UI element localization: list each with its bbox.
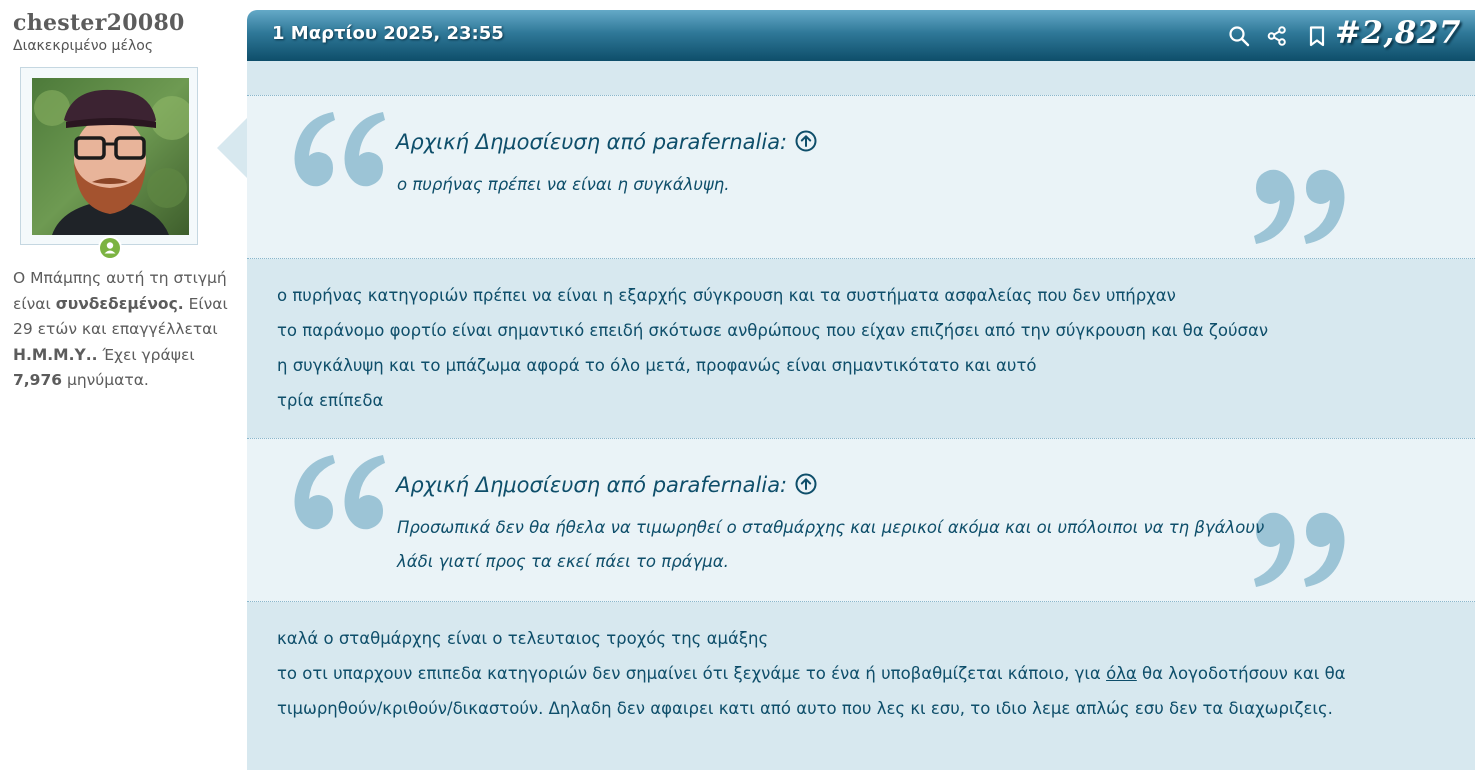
user-info [13, 266, 228, 394]
quote-author-label: Αρχική Δημοσίευση από parafernalia: [396, 130, 788, 154]
post-body [247, 61, 1475, 770]
open-quote-icon [287, 447, 387, 537]
go-to-post-icon[interactable] [795, 473, 817, 495]
reply-segment: θα λογοδοτήσουν και θα [1136, 664, 1346, 683]
quote-text [397, 168, 1317, 202]
reply-line [277, 656, 1447, 691]
reply-text [277, 621, 1447, 726]
reply-line: τιμωρηθούν/κριθούν/δικαστούν. Δηλαδη δεν αφαιρει κατι από αυτο που λες κι εσυ, το ιδιο λεμε απλώς εσυ δεν τα διαχωριζεις. [277, 699, 1333, 718]
close-quote-icon [1252, 162, 1352, 252]
info-posts-suffix: μηνύματα. [66, 371, 149, 389]
reply-text [277, 278, 1447, 418]
post [247, 10, 1475, 770]
reply-line: το παράνομο φορτίο είναι σημαντικό επειδή σκότωσε ανθρώπους που είχαν επιζήσει από την σύγκρουση και θα ζούσαν [277, 321, 1269, 340]
bookmark-icon[interactable] [1306, 25, 1328, 47]
reply-line: τρία επίπεδα [277, 391, 384, 410]
post-number[interactable]: #2,827 [1334, 15, 1461, 51]
reply-segment: το οτι υπαρχουν επιπεδα κατηγοριών δεν σημαίνει ότι ξεχνάμε το ένα ή υποβαθμίζεται κάποιο, για [277, 664, 1107, 683]
share-icon[interactable] [1266, 25, 1288, 47]
quote-text [397, 511, 1307, 579]
info-posts-count: 7,976 [13, 371, 63, 389]
go-to-post-icon[interactable] [795, 130, 817, 152]
user-title: Διακεκριμένο μέλος [13, 38, 154, 54]
info-posts-prefix: Έχει γράψει [102, 345, 195, 364]
quote-line: λάδι γιατί προς τα εκεί πάει το πράγμα. [397, 552, 729, 571]
online-status-icon [98, 236, 122, 260]
open-quote-icon [287, 104, 387, 194]
quote-line: ο πυρήνας πρέπει να είναι η συγκάλυψη. [397, 175, 730, 194]
quote-line: Προσωπικά δεν θα ήθελα να τιμωρηθεί ο σταθμάρχης και μερικοί ακόμα και οι υπόλοιποι να τη βγάλουν [397, 518, 1265, 537]
quote-block [247, 438, 1475, 602]
post-header [247, 10, 1475, 61]
username[interactable]: chester20080 [13, 10, 185, 36]
search-icon[interactable] [1228, 25, 1250, 47]
reply-line: καλά ο σταθμάρχης είναι ο τελευταιος τροχός της αμάξης [277, 629, 769, 648]
quote-author-label: Αρχική Δημοσίευση από parafernalia: [396, 473, 788, 497]
user-pointer [217, 118, 247, 178]
info-job: Η.Μ.Μ.Υ.. [13, 345, 98, 364]
avatar-frame [20, 67, 198, 245]
info-mid: Είναι 29 ετών και επαγγέλλεται [13, 294, 228, 338]
underlined-word: όλα [1106, 664, 1137, 683]
reply-line: ο πυρήνας κατηγοριών πρέπει να είναι η εξαρχής σύγκρουση και τα συστήματα ασφαλείας που δεν υπήρχαν [277, 286, 1176, 305]
user-panel [0, 0, 247, 765]
quote-author [396, 130, 817, 154]
quote-author [396, 473, 817, 497]
info-prefix: Ο Μπάμπης αυτή τη στιγμή είναι [13, 269, 227, 313]
post-date: 1 Μαρτίου 2025, 23:55 [272, 23, 504, 44]
quote-block [247, 95, 1475, 259]
info-status: συνδεδεμένος. [55, 294, 184, 313]
avatar[interactable] [32, 78, 189, 235]
reply-line: η συγκάλυψη και το μπάζωμα αφορά το όλο μετά, προφανώς είναι σημαντικότατο και αυτό [277, 356, 1037, 375]
